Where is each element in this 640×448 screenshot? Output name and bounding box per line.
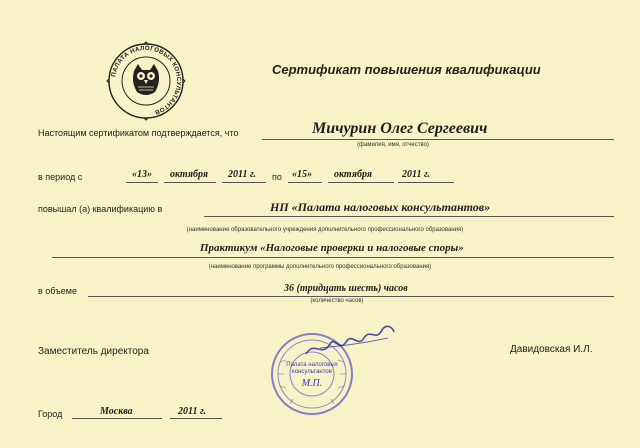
from-month-line	[164, 182, 216, 183]
period-to-year: 2011 г.	[402, 169, 431, 180]
owl-emblem-icon	[105, 40, 187, 122]
signatory-label: Заместитель директора	[38, 346, 149, 357]
from-year-line	[222, 182, 266, 183]
program-line	[52, 257, 614, 258]
institution-name: НП «Палата налоговых консультантов»	[270, 200, 491, 214]
volume-line	[88, 296, 614, 297]
confirm-label: Настоящим сертификатом подтверждается, что	[38, 128, 239, 138]
institution-label: повышал (а) квалификацию в	[38, 204, 163, 214]
city-year: 2011 г.	[178, 406, 207, 417]
institution-caption: (наименование образовательного учреждения дополнительного профессионального образования)	[186, 227, 464, 233]
period-to-day: «15»	[292, 169, 312, 180]
volume-label: в объеме	[38, 286, 77, 296]
city-label: Город	[38, 409, 63, 419]
recipient-name: Мичурин Олег Сергеевич	[312, 120, 488, 137]
institution-line	[204, 216, 614, 217]
city-value: Москва	[100, 406, 133, 417]
volume-caption: (количество часов)	[310, 298, 364, 304]
city-year-line	[170, 418, 222, 419]
period-from-month: октября	[170, 169, 208, 180]
period-to-label: по	[272, 172, 282, 182]
period-from-year: 2011 г.	[228, 169, 257, 180]
stamp-text-1: Палата налоговых	[286, 362, 338, 368]
volume-value: 36 (тридцать шесть) часов	[284, 283, 408, 294]
from-day-line	[126, 182, 158, 183]
period-from-day: «13»	[132, 169, 152, 180]
name-line	[262, 139, 614, 140]
to-day-line	[288, 182, 322, 183]
program-name: Практикум «Налоговые проверки и налоговые споры»	[200, 242, 464, 254]
stamp-center: М.П.	[301, 378, 323, 389]
emblem-ring-text: ПАЛАТА НАЛОГОВЫХ КОНСУЛЬТАНТОВ	[110, 44, 183, 116]
period-label: в период с	[38, 172, 83, 182]
name-caption: (фамилия, имя, отчество)	[357, 142, 429, 148]
to-month-line	[328, 182, 394, 183]
period-to-month: октября	[334, 169, 372, 180]
certificate-title: Сертификат повышения квалификации	[272, 62, 541, 77]
signatory-name: Давидовская И.Л.	[510, 344, 593, 355]
director-signature	[300, 318, 400, 368]
program-caption: (наименование программы дополнительного профессионального образования)	[208, 264, 432, 270]
stamp-text-2: консультантов	[292, 369, 332, 375]
city-line	[72, 418, 162, 419]
to-year-line	[398, 182, 454, 183]
